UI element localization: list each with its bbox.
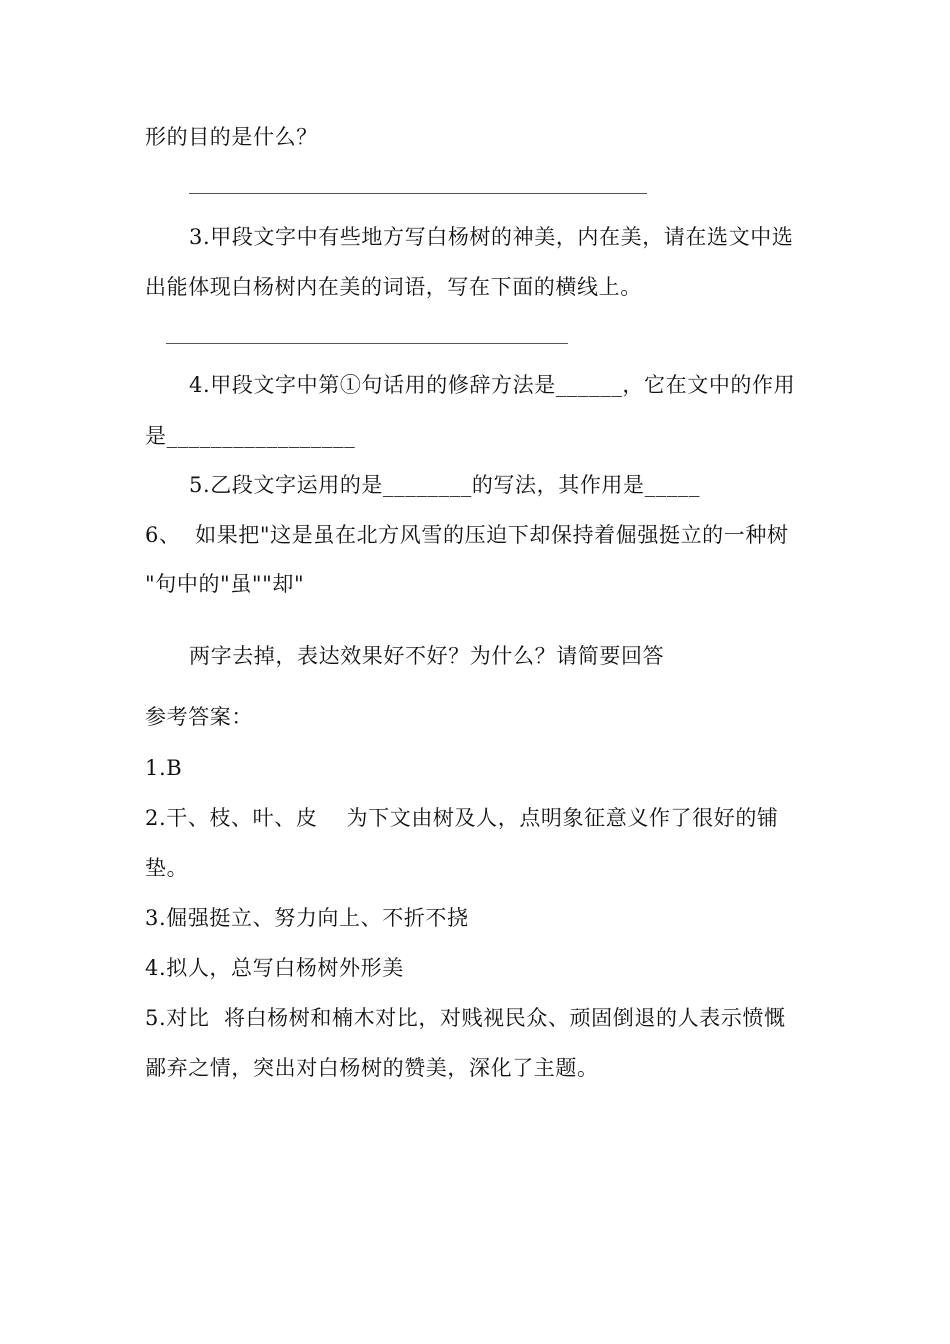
question-4-line-2: 是_________________ [145, 424, 356, 448]
answer-5-line-2: 鄙弃之情，突出对白杨树的赞美，深化了主题。 [145, 1056, 599, 1080]
text-line-1: 形的目的是什么？ [145, 125, 318, 149]
question-6-line-1: 6、 如果把"这是虽在北方风雪的压迫下却保持着倔强挺立的一种树 [145, 523, 789, 547]
question-6-line-3: 两字去掉，表达效果好不好？为什么？请简要回答 [189, 644, 665, 668]
answer-2-line-1: 2.干、枝、叶、皮 为下文由树及人，点明象征意义作了很好的铺 [145, 806, 779, 830]
answer-1: 1.B [145, 756, 183, 780]
question-3-line-1: 3.甲段文字中有些地方写白杨树的神美，内在美，请在选文中选 [189, 225, 794, 249]
answer-4: 4.拟人，总写白杨树外形美 [145, 956, 404, 980]
answer-blank-line-1 [189, 193, 647, 194]
answer-5-line-1: 5.对比 将白杨树和楠木对比，对贱视民众、顽固倒退的人表示愤慨 [145, 1006, 786, 1030]
answer-blank-line-2 [166, 343, 568, 344]
answer-key-heading: 参考答案： [145, 705, 253, 729]
question-4-line-1: 4.甲段文字中第①句话用的修辞方法是______，它在文中的作用 [189, 373, 796, 397]
question-5-line: 5.乙段文字运用的是________的写法，其作用是_____ [189, 473, 701, 497]
answer-2-line-2: 垫。 [145, 856, 189, 880]
answer-3: 3.倔强挺立、努力向上、不折不挠 [145, 906, 469, 930]
question-6-line-2: "句中的"虽""却" [145, 572, 305, 596]
question-3-line-2: 出能体现白杨树内在美的词语，写在下面的横线上。 [145, 275, 642, 299]
